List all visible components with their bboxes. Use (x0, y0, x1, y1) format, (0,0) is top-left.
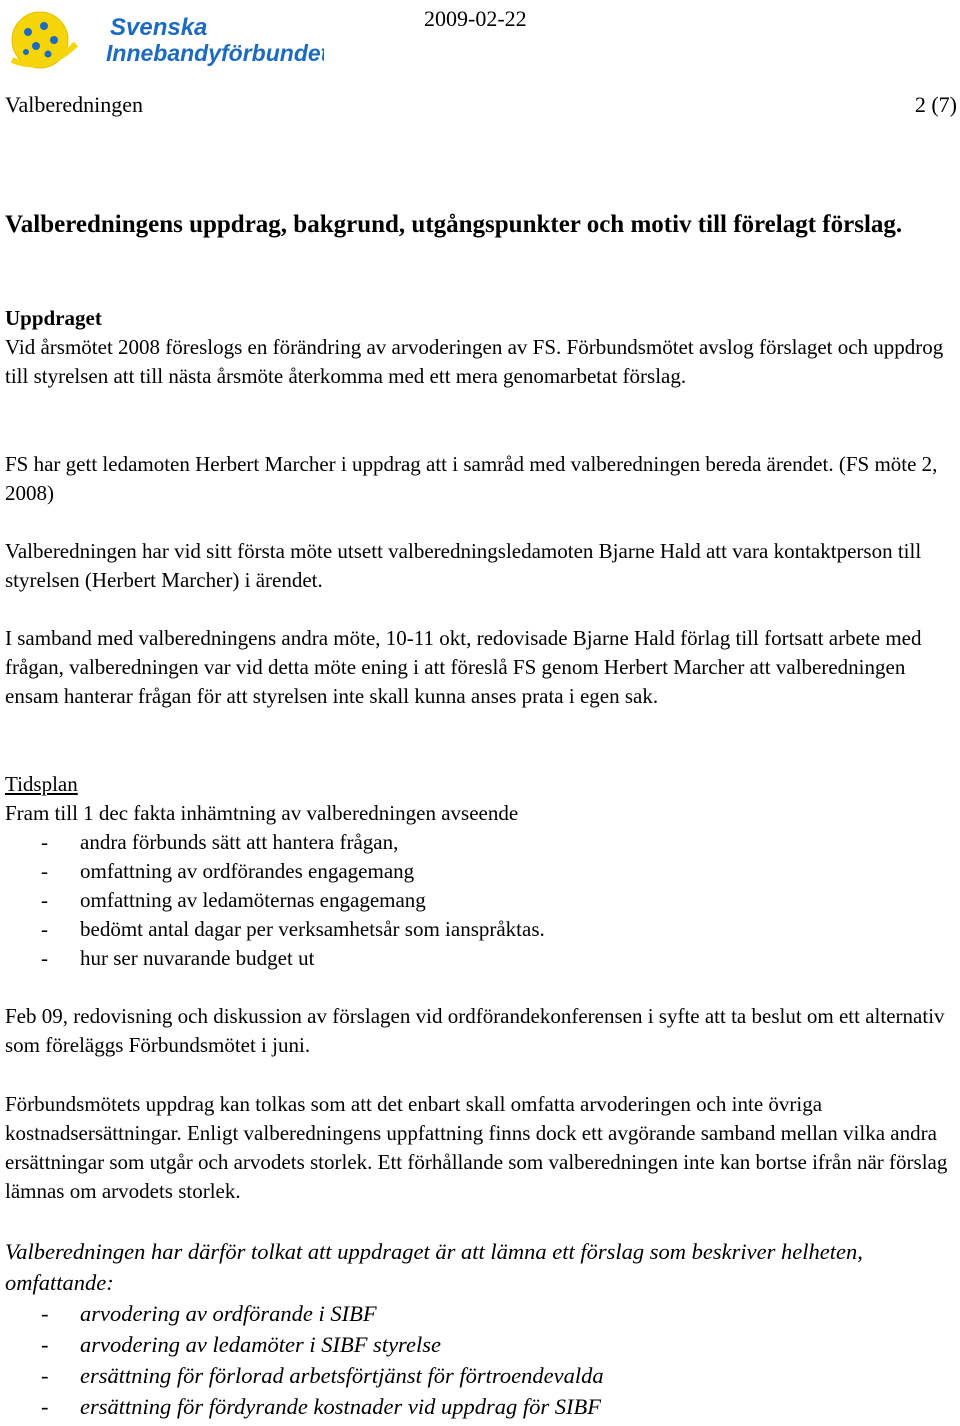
list-dash: - (41, 946, 48, 970)
section-uppdraget (5, 304, 955, 391)
list-dash: - (41, 1363, 49, 1388)
list-item-text: andra förbunds sätt att hantera frågan, (80, 830, 399, 854)
list-item (5, 886, 955, 915)
list-item (5, 1391, 955, 1422)
section-tidsplan (5, 770, 955, 973)
logo-line1: Svenska (110, 14, 208, 41)
paragraph-uppdraget: Vid årsmötet 2008 föreslogs en förändring av arvoderingen av FS. Förbundsmötet avslog förslaget och uppdrog till styrelsen att till nästa årsmöte återkomma med ett mera genomarbetat förslag. (5, 335, 944, 388)
helheten-intro: Valberedningen har därför tolkat att uppdraget är att lämna ett förslag som beskriver helheten, omfattande: (5, 1239, 863, 1295)
tidsplan-intro: Fram till 1 dec fakta inhämtning av valberedningen avseende (5, 801, 519, 825)
list-item (5, 944, 955, 973)
list-item-text: ersättning för förlorad arbetsförtjänst för förtroendevalda (80, 1363, 604, 1388)
list-item (5, 828, 955, 857)
list-dash: - (41, 1301, 49, 1326)
helheten-list (5, 1298, 955, 1422)
list-dash: - (41, 830, 48, 854)
list-item-text: bedömt antal dagar per verksamhetsår som ianspråktas. (80, 917, 545, 941)
list-item-text: arvodering av ledamöter i SIBF styrelse (80, 1332, 441, 1357)
list-dash: - (41, 1332, 49, 1357)
sibf-logo (6, 4, 324, 70)
list-item (5, 1329, 955, 1360)
logo-line2: Innebandyförbundet (106, 40, 324, 66)
header-section: Valberedningen (5, 92, 144, 117)
list-dash: - (41, 917, 48, 941)
paragraph-forbundsmote: Förbundsmötets uppdrag kan tolkas som att det enbart skall omfatta arvoderingen och inte övriga kostnadsersättningar. Enligt valberedningens uppfattning finns dock ett avgörande samband mellan vilka andra ersättningar som utgår och arvodets storlek. Ett förhållande som valberedningen inte kan bortse ifrån när förslag lämnas om arvodets storlek. (5, 1092, 948, 1203)
list-dash: - (41, 1394, 49, 1419)
tidsplan-list (5, 828, 955, 973)
list-item-text: hur ser nuvarande budget ut (80, 946, 315, 970)
list-dash: - (41, 888, 48, 912)
list-item-text: ersättning för fördyrande kostnader vid uppdrag för SIBF (80, 1394, 602, 1419)
paragraph-valberedningen: Valberedningen har vid sitt första möte utsett valberedningsledamoten Bjarne Hald att vara kontaktperson till styrelsen (Herbert Marcher) i ärendet. (5, 539, 922, 592)
document-title: Valberedningens uppdrag, bakgrund, utgångspunkter och motiv till förelagt förslag. (5, 211, 903, 238)
list-item (5, 1360, 955, 1391)
heading-tidsplan: Tidsplan (5, 772, 78, 796)
list-item (5, 857, 955, 886)
list-item-text: arvodering av ordförande i SIBF (80, 1301, 377, 1326)
paragraph-fs: FS har gett ledamoten Herbert Marcher i uppdrag att i samråd med valberedningen bereda ärendet. (FS möte 2, 2008) (5, 452, 938, 505)
paragraph-feb: Feb 09, redovisning och diskussion av förslagen vid ordförandekonferensen i syfte att ta beslut om ett alternativ som föreläggs Förbundsmötet i juni. (5, 1004, 945, 1057)
list-item-text: omfattning av ordförandes engagemang (80, 859, 415, 883)
heading-uppdraget: Uppdraget (5, 306, 102, 330)
page-number: 2 (7) (914, 92, 957, 117)
document-date: 2009-02-22 (424, 6, 527, 31)
list-item-text: omfattning av ledamöternas engagemang (80, 888, 426, 912)
list-item (5, 1298, 955, 1329)
paragraph-samband: I samband med valberedningens andra möte, 10-11 okt, redovisade Bjarne Hald förlag till fortsatt arbete med frågan, valberedningen var vid detta möte ening i att föreslå FS genom Herbert Marcher att valberedningen ensam hanterar frågan för att styrelsen inte skall kunna anses prata i egen sak. (5, 626, 922, 708)
list-dash: - (41, 859, 48, 883)
list-item (5, 915, 955, 944)
section-helheten (5, 1236, 955, 1422)
